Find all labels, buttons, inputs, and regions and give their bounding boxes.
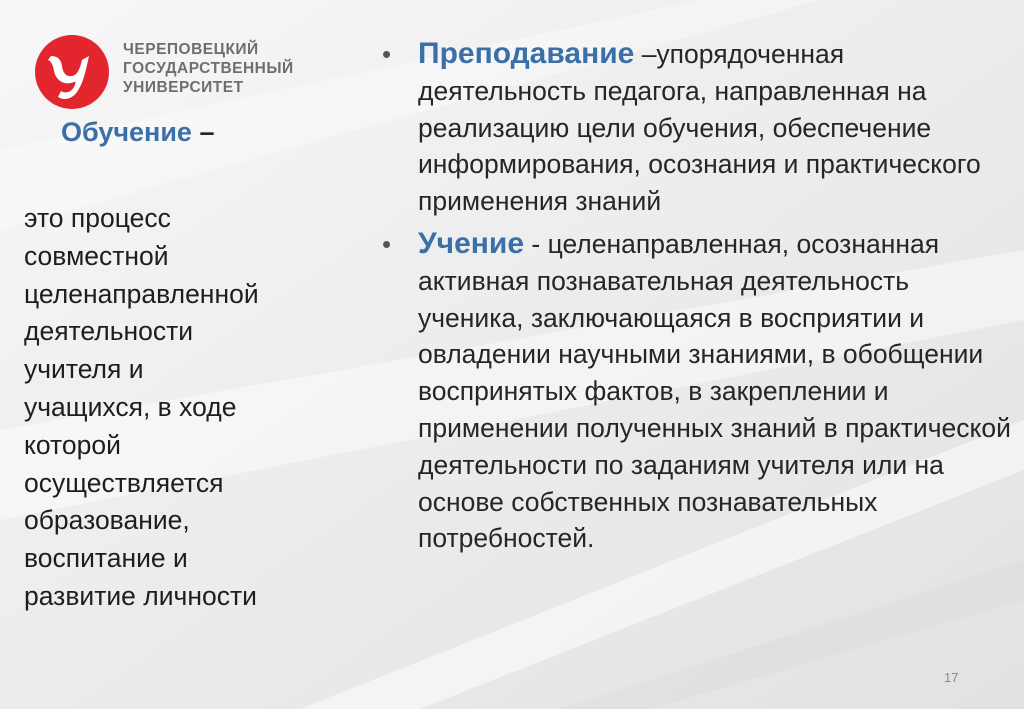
left-line: воспитание и <box>24 543 188 574</box>
definition-term: Учение <box>418 226 525 260</box>
definition-teaching <box>382 36 1012 220</box>
definitions-list <box>382 36 1012 557</box>
definition-learning <box>382 226 1012 557</box>
left-line: это процесс <box>24 203 171 233</box>
left-line: целенаправленной <box>24 278 259 309</box>
left-line: развитие личности <box>24 580 257 611</box>
left-line: которой <box>24 429 121 460</box>
left-line: деятельности <box>24 316 194 347</box>
definition-text: - целенаправленная, осознанная активная познавательная деятельность ученика, заключающаяся в восприятии и овладении научными знаниями, в обобщении воспринятых фактов, в закреплении и применении полученных знаний в практической деятельности по заданиям учителя или на основе собственных познавательных потребностей. <box>418 228 1011 554</box>
university-name <box>123 40 294 97</box>
definition-text: –упорядоченная деятельность педагога, направленная на реализацию цели обучения, обеспечение информирования, осознания и практического применения знаний <box>418 39 981 217</box>
left-line: образование, <box>24 505 190 536</box>
university-name-line2: ГОСУДАРСТВЕННЫЙ <box>123 60 294 77</box>
left-heading <box>61 117 214 148</box>
university-name-line3: УНИВЕРСИТЕТ <box>123 79 244 96</box>
university-logo-icon <box>34 34 110 110</box>
left-line: учащихся, в ходе <box>24 391 237 422</box>
page-number: 17 <box>944 670 959 685</box>
university-logo <box>34 34 324 112</box>
left-line: совместной <box>24 240 169 271</box>
left-line: учителя и <box>24 354 144 385</box>
left-term: Обучение <box>61 117 192 147</box>
definition-term: Преподавание <box>418 37 635 70</box>
university-name-line1: ЧЕРЕПОВЕЦКИЙ <box>123 41 259 58</box>
bullet-icon: • <box>382 39 392 69</box>
left-line: осуществляется <box>24 467 224 498</box>
left-dash: – <box>191 117 215 147</box>
left-definition <box>24 200 324 616</box>
bullet-icon: • <box>382 228 392 259</box>
